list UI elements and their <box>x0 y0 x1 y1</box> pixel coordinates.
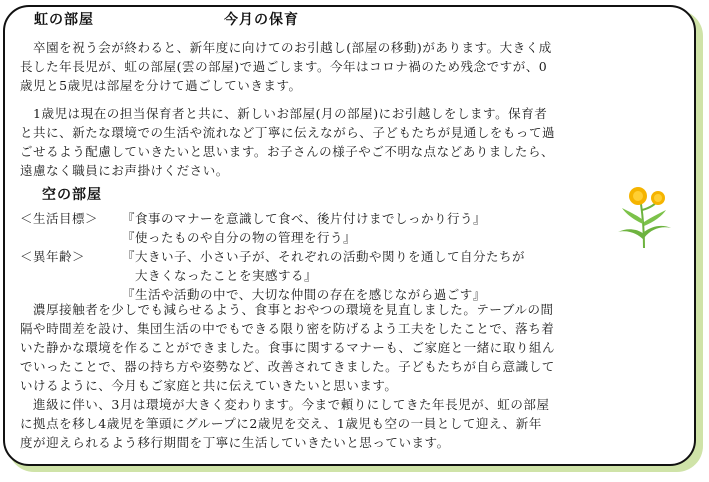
sora-paragraph-1: 濃厚接触者を少しでも減らせるよう、食事とおやつの環境を見直しました。テーブルの間 隔や時間差を設け、集団生活の中でもできる限り密を防げるよう工夫をしたことで、落ち着 いた静かな環境を作ることができました。食事に関するマナーも、ご家庭と一緒に取り組ん でいったことで、器の持ち方や姿勢など、改善されてきました。子どもたちが自ら意識して いけるように、今月もご家庭と共に伝えていきたいと思います。 <box>20 302 556 393</box>
goal-line: 『使ったものや自分の物の管理を行う』 <box>122 230 357 245</box>
goal-line: 大きくなったことを実感する』 <box>122 268 318 283</box>
dandelion-icon <box>614 180 674 250</box>
heading-sora-room: 空の部屋 <box>42 187 102 203</box>
goal-line: 『生活や活動の中で、大切な仲間の存在を感じながら過ごす』 <box>122 287 486 302</box>
niji-paragraph-2: 1歳児は現在の担当保育者と共に、新しいお部屋(月の部屋)にお引越しをします。保育者 と共に、新たな環境での生活や流れなど丁寧に伝えながら、子どもたちが見通しをもって過 ごせるよう配慮していきたいと思います。お子さんの様子やご不明な点などありましたら、 遠慮なく職員にお声掛けください。 <box>20 106 556 178</box>
goal-line: 『大きい子、小さい子が、それぞれの活動や関りを通して自分たちが <box>122 249 526 264</box>
goal-label-mixed-age: ＜異年齢＞ <box>20 249 86 264</box>
sora-paragraph-2: 進級に伴い、3月は環境が大きく変わります。今まで頼りにしてきた年長児が、虹の部屋 に拠点を移し4歳児を筆頭にグループに2歳児を交え、1歳児も空の一員として迎え、新年 度が迎えられるよう移行期間を丁寧に生活していきたいと思っています。 <box>20 397 550 450</box>
heading-niji-room: 虹の部屋 <box>28 12 100 28</box>
goal-label-life: ＜生活目標＞ <box>20 211 99 226</box>
heading-month-care: 今月の保育 <box>224 12 299 28</box>
niji-paragraph-1: 卒園を祝う会が終わると、新年度に向けてのお引越し(部屋の移動)があります。大きく成 長した年長児が、虹の部屋(雲の部屋)で過ごします。今年はコロナ禍のため残念ですが、0 歳児と5歳児は部屋を分けて過ごしていきます。 <box>20 40 552 93</box>
goal-line: 『食事のマナーを意識して食べ、後片付けまでしっかり行う』 <box>122 211 487 226</box>
